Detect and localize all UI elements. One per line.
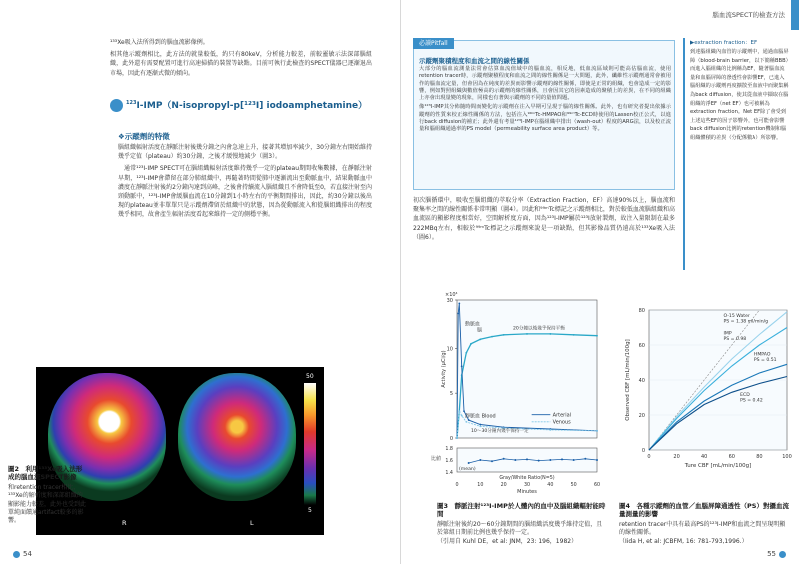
data-point-Venous — [465, 421, 467, 423]
series-label-O-15 Water: PS = 1.38 ml/min/g — [723, 319, 769, 325]
data-point-腦 — [479, 338, 481, 340]
series-label-IMP: IMP — [723, 331, 732, 337]
y-axis-label: Activity (μCi/g) — [441, 350, 447, 388]
x-tick-label: 30 — [523, 483, 531, 488]
x-tick-label: 50 — [570, 483, 577, 488]
ratio-y-tick-label: 1.8 — [445, 447, 453, 452]
ratio-y-label: 比値 — [431, 456, 442, 462]
y-tick-label: 0 — [449, 436, 453, 442]
ratio-y-tick-label: 1.4 — [445, 471, 453, 476]
y-tick-label: 30 — [446, 298, 453, 304]
y-tick-label: 80 — [638, 308, 645, 314]
series-label-HMPAO: PS = 0.51 — [753, 358, 777, 363]
ratio-point — [538, 460, 540, 462]
right-page — [400, 0, 799, 564]
label-right: R — [122, 519, 127, 527]
figure4-caption-body: retention tracer中具有最高PS的¹²³I-IMP和血流之間呈現明顯的線性關係。 — [619, 520, 786, 537]
y-tick-label: 60 — [638, 343, 645, 349]
pitfall-paragraph: 大部分的腦血流測量法常會估算血流值域中的腦血流，相反地，低血流區域則可能高估腦血流，使用retention tracer時，示蹤劑聚積程度和血流之間的線性關係是一大問題，此外，纖維性示蹤劑通常會被用作的腦血流定量，但會因為在純度的差異而影響示蹤劑的線性關係，即使是正常的組織，也會造成一定的影響，例如對照組織與數值極高的示蹤劑的線性關係，且會因其它的因素造成的聚積上的差異，在不同的組織上亦會出現量變的現象，同樣也有著與示蹤劑的不同的量值問題。 — [419, 66, 671, 102]
y-tick-label: 5 — [449, 391, 453, 398]
body-paragraph: 腦組織輻射活度在靜脈注射後幾分鐘之內會急速上升，接著其增加率減少，30分鐘左右開始維持幾乎定值（plateau）約30分鐘，之後才緩慢地減少（圖3）。 — [118, 144, 372, 161]
x-axis-label: Minutes — [517, 489, 537, 495]
annotation-artery: 動脈血 — [465, 321, 481, 328]
x-tick-label: 40 — [547, 483, 554, 488]
ratio-point — [573, 459, 575, 461]
section-title — [110, 98, 370, 114]
intro-text — [110, 38, 372, 81]
series-label-HMPAO: HMPAO — [753, 352, 771, 358]
left-page — [0, 0, 399, 564]
data-point-腦 — [470, 343, 472, 345]
figure3-caption-body: 靜脈注射後約20～60分鐘期間的腦組織活度幾乎維持定值，且於第組日期前比例也幾乎保持一定。 — [437, 520, 603, 537]
data-point-Venous — [461, 415, 463, 417]
right-body-paragraph: 初次腦循環中，吸收至腦組織的萃取分率（Extraction Fraction，EF）高達90%以上，腦血流和聚集率之間的線性關係非常明顯（圖4）。因此和⁹⁹ᵐTc標記之示蹤劑相比，對於較低血流腦組織和高血流區的顯影程度相當好，空間解析度方面，因為¹²³I-IMP屬於¹²³I放射製劑，故注入量限制在最多222MBq左右，相較於⁹⁹ᵐTc標記之示蹤劑來說是一項缺點，但其影像品質仍遠高於¹³³Xe吸入法（圖6）。 — [413, 197, 675, 241]
ratio-point — [479, 459, 481, 461]
label-left: L — [250, 519, 254, 527]
legend-arterial-label: Arterial — [552, 412, 572, 419]
ratio-mean-label: (mean) — [459, 467, 476, 472]
page-dot-icon — [779, 551, 786, 558]
multiplier-label: ×10⁴ — [445, 292, 458, 298]
figure2-caption-body: 和retention tracer相比，¹³³Xe的解析度和深部組織的顯影能力較差，此外也受到此單純面饋通artifact較多的影響。 — [8, 483, 87, 525]
data-point-腦 — [465, 352, 467, 354]
figure3-chart — [401, 286, 611, 498]
running-head: 腦血流SPECT的檢查方法 — [712, 11, 785, 19]
ratio-point — [491, 460, 493, 462]
data-point-腦 — [596, 335, 598, 337]
right-body-text — [413, 196, 675, 245]
body-text — [118, 143, 372, 223]
figure4-caption — [619, 502, 789, 546]
section-badge-icon — [110, 99, 123, 112]
x-tick-label: 0 — [455, 483, 459, 488]
x-axis-label: Ture CBF [mL/min/100g] — [684, 463, 752, 469]
data-point-腦 — [573, 334, 575, 336]
x-tick-label: 20 — [673, 454, 680, 460]
data-point-Arterial — [458, 302, 460, 304]
pitfall-tag: 必讀Pitfall — [413, 38, 454, 49]
x-tick-label: 60 — [593, 483, 601, 488]
side-note-title: ▶extraction fraction：EF — [690, 40, 758, 46]
data-point-腦 — [503, 334, 505, 336]
ratio-x-label: Gray/White Ratio(N=5) — [499, 476, 555, 481]
intro-paragraph: 相其他示蹤劑相比，此方法的就量較低，約只有80keV，分析能力較差，前較靈敏示法深部腦組織，此外還有需要配置可進行高速掃描的裝置等缺點。目前可執行此檢查的SPECT儀器已逐漸退出市場，因此有逐漸式微的傾向。 — [110, 51, 372, 77]
x-tick-label: 10 — [477, 483, 484, 488]
side-note-body: 到達腦組織內血管的示蹤劑中，通過血腦屏障（blood-brain barrier，以下簡稱BBB）而進入腦組織的比例稱為EF，隨著腦血流量和血腦屏障的滲透性會影響EF，已進入腦組織的示蹤劑再度擴散至血液中而聚集稱為back diffusion，使其從血液中擷取在腦組織的淨EF（net EF）也可被稱為extraction fraction。Net EF除了會受到上述這些EF的因子影響外，也可能會影響back diffusion比例的retention機制和腦組織體積的差異（分配係數λ）所影響。 — [690, 49, 789, 141]
series-label-O-15 Water: O-15 Water — [723, 314, 750, 319]
data-point-Venous — [458, 410, 460, 412]
y-tick-label: 0 — [641, 448, 645, 454]
figure3-caption-source: （引用自 Kuhl DE，et al: JNM，23: 196，1982） — [437, 537, 578, 545]
data-point-Arterial — [468, 419, 470, 421]
data-point-Arterial — [463, 410, 465, 412]
page-number-right — [767, 550, 789, 558]
body-paragraph: 通常¹²³I-IMP SPECT可在腦組織輻射活度維持幾乎一定的plateau期間收集數據，在靜脈注射早期，¹²³I-IMP會滯留在部分肺組織中，再隨著時間從肺中逐漸流出至動脈血中，結果動脈血中濃度在靜脈注射後約2分鐘內達到高峰，之後會持續流入腦組織且不會降低至0，若直接注射至內頸動脈中，¹²³I-IMP會緩腦血流在10分鐘到1小時左右的平衡期間排出，因此，約30分鐘以後出現的plateau並非單單只是示蹤劑滯留於組織中的狀態，因為從動脈流入和從腦組織排出的程度幾乎相同，故會產生輻射活度看起來維持一定的側穩平衡。 — [118, 165, 372, 219]
scale-min-label: 5 — [308, 507, 312, 514]
y-tick-label: 40 — [638, 378, 645, 384]
data-point-Venous — [456, 437, 458, 439]
ratio-point — [584, 458, 586, 460]
y-tick-label: 10 — [446, 346, 453, 353]
ratio-point — [468, 462, 470, 464]
pitfall-body — [419, 66, 671, 136]
series-label-ECD: ECD — [740, 392, 750, 398]
figure2-caption-title: 圖2 利用¹³³Xe吸入法形成的腦血流SPECT影像 — [8, 465, 83, 482]
intro-paragraph: ¹³³Xe吸入法所得到的腦血流影像例。 — [110, 39, 209, 46]
pitfall-title: 示蹤劑聚積程度和血流之間的線性關係 — [419, 57, 530, 65]
data-point-Venous — [479, 425, 481, 427]
x-tick-label: 0 — [647, 454, 651, 460]
data-point-Venous — [596, 430, 598, 432]
x-tick-label: 20 — [500, 483, 507, 488]
section-title-text: I-IMP（N-isopropyl-p[¹²³I] iodoamphetamine） — [136, 101, 368, 111]
y-tick-label: 20 — [638, 413, 645, 419]
figure4-chart — [619, 300, 795, 496]
section-badge-label: 123 — [126, 100, 137, 106]
annotation-plateau: 20分鐘以後幾乎保持平衡 — [513, 326, 565, 332]
figure3-svg — [401, 286, 611, 498]
data-point-腦 — [526, 333, 528, 335]
ratio-point — [596, 459, 598, 461]
page-dot-icon — [13, 551, 20, 558]
data-point-腦 — [491, 336, 493, 338]
annotation-brain: 腦 — [477, 327, 483, 334]
ratio-y-tick-label: 1.6 — [445, 459, 453, 464]
ratio-point — [503, 458, 505, 460]
x-tick-label: 40 — [701, 454, 708, 460]
ratio-point — [549, 459, 551, 461]
running-head-bar — [791, 0, 799, 30]
x-tick-label: 100 — [782, 454, 792, 460]
subhead-tracer-features: ❖示蹤劑的特徵 — [118, 132, 170, 141]
figure4-caption-title: 圖4 各種示蹤劑的血管／血腦屏障通透性（PS）對攝血流量測量的影響 — [619, 502, 789, 519]
figure4-caption-source: （Iida H, et al: JCBFM, 16: 781-793,1996.） — [619, 537, 748, 545]
ratio-point — [526, 458, 528, 460]
ratio-point — [561, 458, 563, 460]
y-axis-label: Observed CBF [mL/min/100g] — [625, 339, 631, 421]
x-tick-label: 60 — [728, 454, 735, 460]
page-number-left — [10, 550, 32, 558]
data-point-Arterial — [479, 424, 481, 426]
data-point-Arterial — [461, 365, 463, 367]
legend-venous-label: Venous — [552, 419, 571, 426]
scale-max-label: 50 — [306, 373, 314, 380]
data-point-腦 — [549, 333, 551, 335]
page-number-right-text: 55 — [767, 550, 776, 558]
annotation-range: 10～30分鐘內幾乎保持一定 — [471, 429, 529, 434]
legend-blood-label: 靜脈血 Blood — [465, 413, 496, 420]
side-note — [683, 38, 789, 270]
spect-brain-image-imp — [178, 373, 296, 501]
figure3-caption-title: 圖3 靜脈注射¹²³I-IMP於人體內的血中及腦組織輻射能時間 — [437, 502, 606, 519]
ratio-point — [514, 459, 516, 461]
figure2-caption — [8, 465, 88, 526]
data-point-Arterial — [457, 313, 459, 315]
series-label-ECD: PS = 0.42 — [740, 398, 763, 404]
color-scale-bar — [304, 383, 316, 505]
data-point-Venous — [549, 429, 551, 431]
series-label-IMP: PS = 0.98 — [723, 337, 747, 342]
figure4-svg — [619, 300, 795, 496]
page-number-left-text: 54 — [23, 550, 32, 558]
figure3-caption — [437, 502, 607, 546]
pitfall-paragraph: 像¹²³I-IMP其分佈隨時間而變化的示蹤劑在注入早期可呈現于腦的線性關係。此外，也有研究者提出依據示蹤劑的性質來校正線性關係的方法，包括注入⁹⁹ᵐTc-HMPAO和⁹⁹ᵐTc-ECD時使用的Lassen校正公式，以進行back diffusion的補正；此外還有考量¹²³I-IMP在腦組織中排出（wash-out）程度的ARG法，以及校正流量和腦組織通過率的PS model（permeability surface area product）等。 — [419, 104, 671, 133]
x-tick-label: 80 — [756, 454, 763, 460]
